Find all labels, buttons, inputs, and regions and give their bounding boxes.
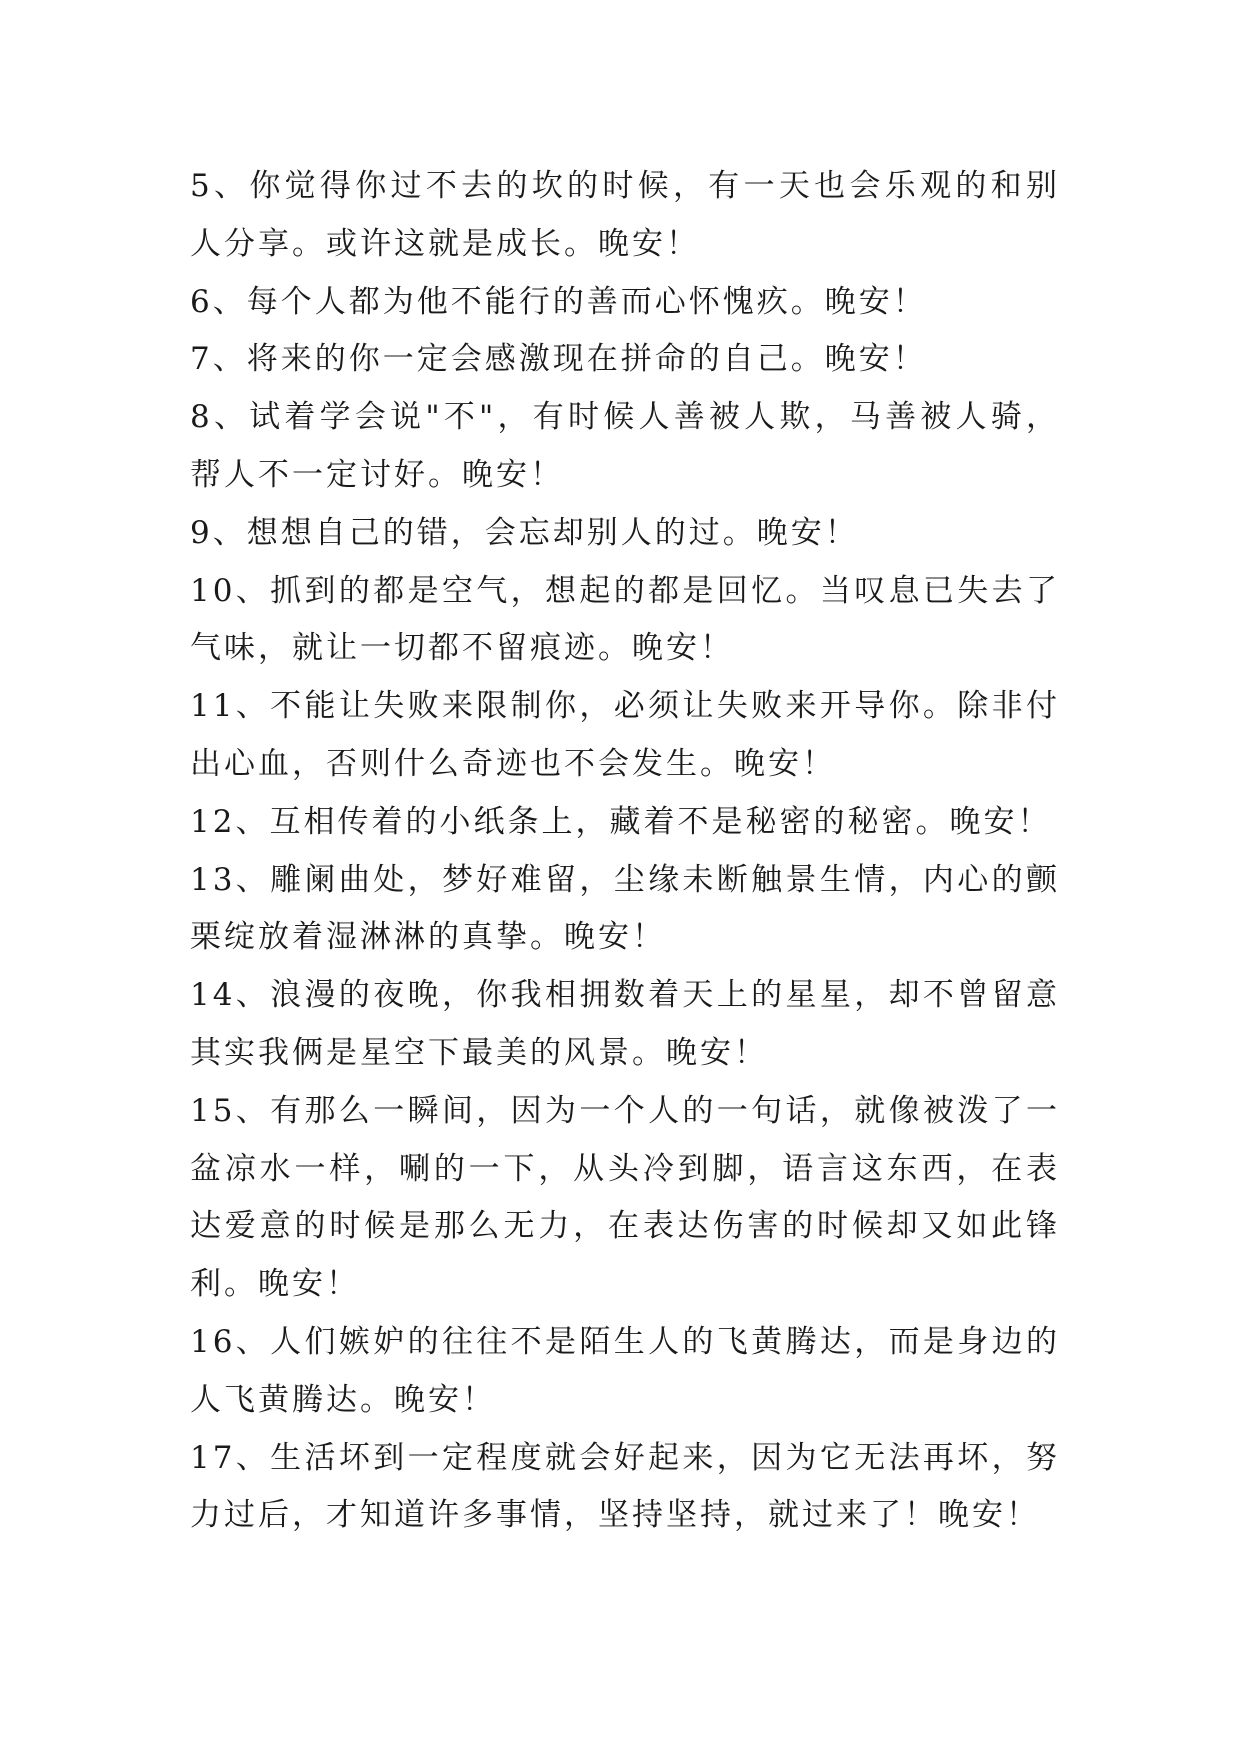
paragraph-5: 5、你觉得你过不去的坎的时候，有一天也会乐观的和别人分享。或许这就是成长。晚安！ (190, 168, 1060, 262)
paragraph-13: 13、雕阑曲处，梦好难留，尘缘未断触景生情，内心的颤栗绽放着湿淋淋的真挚。晚安！ (190, 861, 1060, 956)
paragraph-12: 12、互相传着的小纸条上，藏着不是秘密的秘密。晚安！ (190, 803, 1052, 840)
paragraph-11: 11、不能让失败来限制你，必须让失败来开导你。除非付出心血，否则什么奇迹也不会发生。晚安！ (190, 688, 1060, 782)
paragraph-10: 10、抓到的都是空气，想起的都是回忆。当叹息已失去了气味，就让一切都不留痕迹。晚安！ (190, 572, 1060, 667)
paragraph-6: 6、每个人都为他不能行的善而心怀愧疚。晚安！ (190, 283, 927, 320)
paragraph-9: 9、想想自己的错，会忘却别人的过。晚安！ (190, 514, 859, 551)
document-body (190, 158, 1060, 1545)
paragraph-7: 7、将来的你一定会感激现在拼命的自己。晚安！ (190, 341, 927, 378)
paragraph-15: 15、有那么一瞬间，因为一个人的一句话，就像被泼了一盆凉水一样，唰的一下，从头冷到脚，语言这东西，在表达爱意的时候是那么无力，在表达伤害的时候却又如此锋利。晚安！ (190, 1092, 1060, 1303)
paragraph-14: 14、浪漫的夜晚，你我相拥数着天上的星星，却不曾留意其实我俩是星空下最美的风景。晚安！ (190, 977, 1060, 1071)
paragraph-17: 17、生活坏到一定程度就会好起来，因为它无法再坏，努力过后，才知道许多事情，坚持坚持，就过来了！晚安！ (190, 1439, 1060, 1534)
paragraph-16: 16、人们嫉妒的往往不是陌生人的飞黄腾达，而是身边的人飞黄腾达。晚安！ (190, 1323, 1060, 1418)
paragraph-8: 8、试着学会说"不"，有时候人善被人欺，马善被人骑，帮人不一定讨好。晚安！ (190, 399, 1060, 493)
